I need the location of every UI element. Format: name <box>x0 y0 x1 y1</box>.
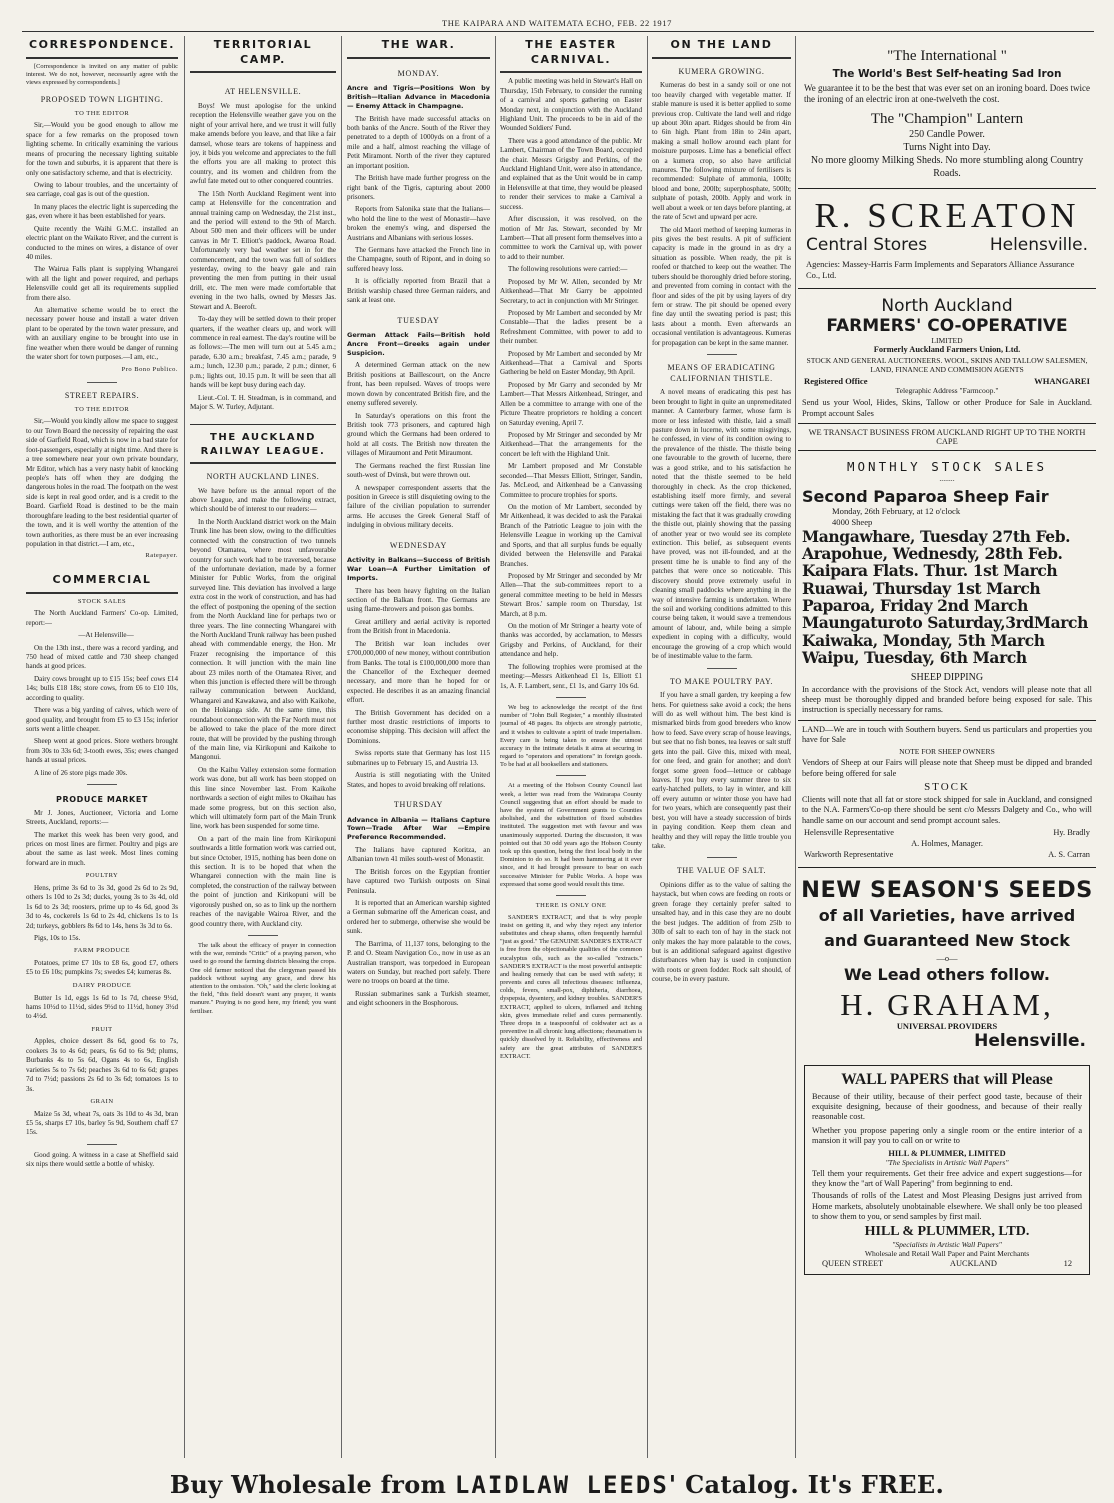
ad-line: 250 Candle Power. <box>909 128 985 140</box>
column-rule <box>184 36 185 1458</box>
divider <box>556 895 586 896</box>
paragraph: Proposed by Mr Stringer and seconded by Mr Allen—That the sub-committees report to a general committee meeting to be held in Messrs Stewart Bros.' sample room on Thursday, 1st March, at 8 p.m. <box>500 571 642 618</box>
paragraph: Proposed by Mr Lambert and seconded by Mr Constable—That the ladies present be a Refreshment Committee, with power to add to their number. <box>500 308 642 346</box>
paragraph: Proposed by Mr Stringer and seconded by Mr Aitkenhead—That the arrangements for the concert be left with the Highland Unit. <box>500 431 642 458</box>
divider <box>707 668 737 669</box>
article-head: PROPOSED TOWN LIGHTING. <box>40 95 164 105</box>
sale-date: Waipu, Tuesday, 6th March <box>802 648 1027 668</box>
section-title: TERRITORIAL CAMP. <box>190 38 336 73</box>
ad-line: Telegraphic Address "Farmcoop." <box>895 386 999 396</box>
subhead: GRAIN <box>90 1097 114 1105</box>
column-rule <box>495 36 496 1458</box>
paragraph: Sheep went at good prices. Store wethers brought from 30s to 33s 6d; 3-tooth ewes, 35s; ewes changed hands at usual prices. <box>26 737 178 765</box>
divider <box>798 188 1096 189</box>
ad-row <box>804 828 1090 837</box>
section-title: THE EASTER CARNIVAL. <box>500 38 642 73</box>
ad-body: Because of their utility, because of their perfect good taste, because of their exquisite designing, because of their goodness, and because of their really reasonable cost. <box>812 1091 1082 1122</box>
ad-line: LIMITED <box>931 336 963 346</box>
divider <box>798 720 1096 721</box>
subhead: FARM PRODUCE <box>74 947 130 955</box>
ad-city: AUCKLAND <box>949 1259 997 1269</box>
top-rule <box>22 31 1094 32</box>
paragraph: Great artillery and aerial activity is reported from the British front in Macedonia. <box>347 617 490 636</box>
paragraph: On a part of the main line from Kirikopuni southwards a little formation work was carried out, but since October, 1915, nothing has been done on this section. It is to be hoped that when the Whangarei connection with the main line is completed, the construction of the railway between the point of junction and Kirikopuni will be vigorously pushed on, so as to link up the northern reaches of the navigable Wairoa River, and the good country there, with Auckland city. <box>190 834 336 928</box>
ad-body: LAND—We are in touch with Southern buyers. Send us particulars and properties you have for Sale <box>802 724 1092 744</box>
divider <box>798 450 1096 451</box>
paragraph: On the motion of Mr Lambert, seconded by Mr Aitkenhead, it was decided to ask the Parakai Branch of the Patriotic League to join with the Helensville League in working up the Carnival and Sports, and that all surplus funds be equally divided between the Helensville and Parakai Branches. <box>500 502 642 568</box>
paragraph: A public meeting was held in Stewart's Hall on Thursday, 15th February, to consider the running of a carnival and sports gathering on Easter Monday next, in conjunction with the Auckland Highland Unit. The proceeds to be in aid of the Wounded Soldiers' Fund. <box>500 77 642 133</box>
article-head: AT HELENSVILLE. <box>224 87 302 97</box>
paragraph: Apples, choice dessert 8s 6d, good 6s to 7s, cookers 3s to 4s 6d; pears, 6s 6d to 6s 9d; plums, Burbanks 4s to 5s 6d, Ogans 4s to 6s, English varieties 5s to 7s 6d; peaches 3s 6d to 6s 6d; grapes 7d to 7½d; passions 2s 6d to 3s 6d; tomatoes 1s to 3s. <box>26 1037 178 1093</box>
ad-body: Send us your Wool, Hides, Skins, Tallow or other Produce for Sale in Auckland. Prompt account Sales <box>802 398 1092 418</box>
article-head: THERE IS ONLY ONE <box>535 901 607 909</box>
paragraph: There was a good attendance of the public. Mr Lambert, Chairman of the Town Board, occupied the chair. Messrs Grigsby and Perkins, of the Auckland Highland Unit, were also in attendance, and explained that as the Unit would be in camp in Helensville at that time, they would be pleased to render their services to make a Carnival a success. <box>500 136 642 211</box>
ad-subtitle: The World's Best Self-heating Sad Iron <box>832 68 1062 80</box>
divider <box>248 935 278 936</box>
ad-body: Vendors of Sheep at our Fairs will please note that Sheep must be dipped and branded before being offered for sale <box>802 758 1092 778</box>
paragraph: Mr J. Jones, Auctioneer, Victoria and Lorne Streets, Auckland, reports:— <box>26 808 178 827</box>
paragraph: On the Kaihu Valley extension some formation work was done, but all work has been stopped on this line since November last. From Kaikohe northwards a section of eight miles to Okaihau has made some progress, but on this section also, which will ultimately form part of the Main Trunk line, work has been suspended for some time. <box>190 765 336 831</box>
paragraph: In the North Auckland district work on the Main Trunk line has been slow, owing to the difficulties connected with the construction of two tunnels beyond Otamatea, where most unfavourable country for such work had to be traversed, because of the unfortunate deviation, made by a former Minister for Public Works, from the original surveyed line. This deviation has involved a large extra cost in the work of construction, and has had the effect of postponing the opening of the section from the North Auckland line for perhaps two or three years. The line connecting Whangarei with the North Auckland Trunk railway has been pushed ahead with commendable energy, the Hon. Mr Frazer recognising the importance of this connection. It will junction with the main line about 23 miles north of the Otamatea River, and when this junction is effected there will be through railway communication between Auckland, Whangarei and Kawakawa, and also with Kaikohe, on the Hokianga side. At the same time, this roundabout connection with the Far North must not be allowed to take the place of the more direct route, that will be provided by the pushing through of the main line, via Kirikopuni and Kaikohe to Mangonui. <box>190 517 336 762</box>
ad-office: Registered Office <box>804 376 868 387</box>
paragraph: An alternative scheme would be to erect the necessary power house and install a water driven plant to be operated by the town water pressure, and with an auxiliary engine to be brought into use in fine weather when there would be danger of running the water short for town purposes.—I am, etc., <box>26 306 178 362</box>
section-title: THE WAR. <box>347 38 490 59</box>
paragraph: There was a big yarding of calves, which were of good quality, and brought from £5 to £3 15s; inferior sorts went a little cheaper. <box>26 706 178 733</box>
day-head: WEDNESDAY <box>389 540 448 550</box>
ad-line: A. Holmes, Manager. <box>911 839 983 849</box>
paragraph: Pigs, 10s to 15s. <box>34 933 81 942</box>
paragraph: Quite recently the Waihi G.M.C. installed an electric plant on the Waikato River, and the current is conducted to the mines on wires, a distance of over 40 miles. <box>26 224 178 261</box>
paragraph: It is officially reported from Brazil that a British warship chased three German raiders, and sank at least one. <box>347 277 490 305</box>
paragraph: The British forces on the Egyptian frontier have captured two Turkish outposts on Sinai Peninsula. <box>347 867 490 895</box>
section-title: ON THE LAND <box>652 38 791 59</box>
day-head: MONDAY. <box>397 68 440 78</box>
paragraph: The talk about the efficacy of prayer in connection with the war, reminds "Critic" of a praying parson, who used to go round the farming districts blessing the crops. One old farmer noticed that the clergyman passed his paddock without saying any grace, and drew his attention to the omission. "Oh," said the cleric looking at the field, "this field doesn't want any prayer, it wants manure." Praying is no good here, my friend; you want fertiliser. <box>190 942 336 1015</box>
paragraph: Reports from Salonika state that the Italians—who hold the line to the west of Monastir—have broken the enemy's wing, and dispersed the Austrians and Albanians with serious losses. <box>347 205 490 242</box>
ad-body: Tell them your requirements. Get their free advice and expert suggestions—for they know the "art of Wall Papering" from beginning to end. <box>812 1168 1082 1188</box>
ad-line: of all Varieties, have arrived <box>818 906 1076 926</box>
sale-date: Ruawai, Thursday 1st March <box>802 578 1041 598</box>
ad-title: NEW SEASON'S SEEDS <box>801 877 1093 904</box>
masthead: THE KAIPARA AND WAITEMATA ECHO, FEB. 22 1917 <box>442 18 672 28</box>
ad-title: "The International " <box>887 48 1007 64</box>
paragraph: The British war loan includes over £700,000,000 of new money, without contribution from Banks. The total is £100,000,000 more than the Chancellor of the Exchequer deemed necessary, and more than he hoped for or expected. He describes it as an amazing financial effort. <box>347 639 490 705</box>
paragraph: The Italians have captured Koritza, an Albanian town 41 miles south-west of Monastir. <box>347 845 490 864</box>
sale-date: Paparoa, Friday 2nd March <box>802 596 1028 616</box>
paragraph: The North Auckland Farmers' Co-op. Limited, report:— <box>26 609 178 627</box>
ad-line: UNIVERSAL PROVIDERS <box>896 1021 998 1031</box>
ad-body: Whether you propose papering only a single room or the entire interior of a mansion it will pay you to call on or write to <box>812 1125 1082 1146</box>
divider <box>798 867 1096 868</box>
section-title: THE AUCKLAND RAILWAY LEAGUE. <box>190 424 336 464</box>
ad-row <box>804 850 1090 859</box>
paragraph: The Germans reached the first Russian line south-west of Dvinsk, but were thrown out. <box>347 461 490 480</box>
article-head: PRODUCE MARKET <box>56 795 148 805</box>
paragraph: A newspaper correspondent asserts that the position in Greece is still disquieting owing to the failure of the civilian population to surrender arms. He accuses the Greek General Staff of indulging in obvious military deceits. <box>347 483 490 530</box>
paragraph: A line of 26 store pigs made 30s. <box>34 768 128 777</box>
article-head: STREET REPAIRS. <box>64 391 140 401</box>
column-territorial <box>190 36 336 1456</box>
divider <box>87 1144 117 1145</box>
paragraph: The British Government has decided on a further most drastic restrictions of imports to economise shipping. This decision will affect the Dominions. <box>347 708 490 745</box>
signoff: Ratepayer. <box>145 552 178 560</box>
paragraph: Austria is still negotiating with the United States, and hopes to avoid breaking off relations. <box>347 771 490 789</box>
ad-body: Agencies: Massey-Harris Farm Implements and Separators Alliance Assurance Co., Ltd. <box>806 259 1075 280</box>
ad-body: Clients will note that all fat or store stock shipped for sale in Auckland, and consigned to the N.A. Farmers'Co-op there should be sent c/o Messrs Dalgety and Co., who will handle same on our account and send prompt account sales. <box>802 795 1092 825</box>
paragraph: The old Maori method of keeping kumeras in pits gives the best results. A pit of sufficient capacity is made in the ground in as dry a situation as possible. When ready, the pit is roofed or thatched to keep out the weather. The tubers should be thoroughly dried before storing, and prevented from coming in contact with the floor and sides of the pit by using layers of dry fern or straw. The pit should be opened every fine day until the sweating period is past; this lasts about a month. Even afterwards an occasional ventilation is advantageous. Kumeras for propagation can be kept in the same manner. <box>652 225 791 347</box>
footer-brand: LAIDLAW LEEDS <box>454 1471 669 1499</box>
ad-title: The "Champion" Lantern <box>870 110 1024 127</box>
paragraph: Sir,—Would you be good enough to allow me space for a few remarks on the proposed town lighting scheme. In critically examining the various means of procuring the necessary lighting suitable for the town and suburbs, it is apparent that there is only one satisfactory scheme, and that is electricity. <box>26 121 178 177</box>
article-head: NORTH AUCKLAND LINES. <box>206 471 320 481</box>
paragraph: Hens, prime 3s 6d to 3s 3d, good 2s 6d to 2s 9d, others 1s 10d to 2s 3d; ducks, young 3s to 3s 4d, old 1s 6d to 2s 3d; roosters, prime up to 4s 6d, good 3s 3d to 4s, cockerels 1s 6d to 2s 4d, chickens 1s to 1s 2d; turkeys, gobblers 8s 6d to 14s, hens 3s 3d to 6s. <box>26 883 178 930</box>
dek: Activity in Balkans—Success of British War Loan—A Further Limitation of Imports. <box>347 556 490 582</box>
footer-text: Buy Wholesale from <box>169 1470 455 1499</box>
paragraph: After discussion, it was resolved, on the motion of Mr Jas. Stewart, seconded by Mr Lambert—That all present form themselves into a committee to work the Carnival up, with power to add to their number. <box>500 215 642 261</box>
ad-firm: HILL & PLUMMER, LTD. <box>864 1224 1030 1240</box>
ad-line: Wholesale and Retail Wall Paper and Paint Merchants <box>864 1249 1030 1259</box>
day-head: THURSDAY <box>393 800 444 810</box>
column-land <box>652 36 791 1456</box>
paragraph: It is reported that an American warship sighted a German submarine off the American coast, and ordered her to submerge, otherwise she would be sunk. <box>347 899 490 936</box>
paragraph: Kumeras do best in a sandy soil or one not too heavily charged with vegetable matter. If stable manure is used it is better applied to some previous crop. Cultivate the land well and ridge up about 30in apart. Ridges should be from 4in to 6in high. Plant from 18in to 24in apart, making a small hollow around each plant for moisture purposes. Lime has a beneficial effect on a kumera crop, so also have artificial manures. The following mixture of fertilisers is recommended: Sulphate of ammonia, 100lb; blood and bone, 200lb; superphosphate, 500lb; sulphate of potash, 200lb. Apply and work in well about a week or ten days before planting, at the rate of 5cwt and upward per acre. <box>652 81 791 222</box>
column-rule <box>341 36 342 1458</box>
ad-subhead: STOCK <box>924 781 970 794</box>
rep-role: Helensville Representative <box>804 828 894 838</box>
ad-name: H. GRAHAM, <box>840 986 1054 1022</box>
ad-street: QUEEN STREET <box>822 1259 884 1269</box>
ad-body: In accordance with the provisions of the Stock Act, vendors will please note that all sheep must be thoroughly dipped and branded before being exposed for sale. This instruction is specially necessary for rams. <box>802 684 1092 715</box>
paragraph: Boys! We must apologise for the unkind reception the Helensville weather gave you on the night of your arrival here, and we trust it will fully make amends before you leave, and that like a fair damsel, whose tears are tokens of happiness and joy, it bids you welcome and appreciates to the full the efforts you are all making to protect this country, and its women and children from the awful fate meted out to other conquered countries. <box>190 101 336 186</box>
paragraph: Mr Lambert proposed and Mr Constable seconded—That Messrs Elliott, Stringer, Sandin, Jas. McLeod, and Aitkenhead be a Canvassing Committee to procure trophies for sports. <box>500 462 642 499</box>
article-head: TO MAKE POULTRY PAY. <box>670 676 773 686</box>
divider <box>87 784 117 785</box>
paragraph: A novel means of eradicating this pest has been brought to light in quite an unpremeditated manner. A Canterbury farmer, whose farm is more or less infested with thistle, laid a small pasture down in lucerne, with some misgivings, he confessed, in view of its condition owing to the prevalence of the thistle. The thistle being one favourable to the growth of lucerne, there was a good strike, and to his satisfaction he noted that the thistle seemed to be held thoroughly in check. As the crop thickened, establishing itself more firmly, and several cuttings were taken off the field, there was no mistaking the fact that it was gradually crowding the thistle out, plainly showing that the passing of another year or two would see its complete extinction. This belief, as subsequent events have proved, was not ill-founded, and at the present time he is unable to find any of the patches that were once so noticeable. This discovery should prove extremely useful in cleaning small paddocks where anything in the way of intensive farming is undertaken. Where the soil and working conditions admitted to this course being taken, it would save a tremendous amount of labour, and, while being a simple expedient in coping with a difficulty, would encourage the growing of a crop which would be of inestimable value to the farm. <box>652 388 791 661</box>
ad-line: Formerly Auckland Farmers Union, Ltd. <box>873 345 1021 355</box>
ads-column <box>798 36 1096 1458</box>
ad-line: Turns Night into Day. <box>903 141 991 153</box>
paragraph: Opinions differ as to the value of salting the haystack, but when cows are feeding on roots or green forage they certainly prefer salted to unsalted hay, and in this case they are no doubt the best judges. The addition of from 25lb to 30lb of salt to each ton of hay in the stack not only makes the hay more palatable to the cows, but is an additional safeguard against digestive disturbances when hay is used in conjunction with roots or green fodder. Rock salt should, of course, be in every pasture. <box>652 880 791 984</box>
sale-fair: Second Paparoa Sheep Fair <box>802 487 1049 507</box>
ad-line: No more gloomy Milking Sheds. No more stumbling along Country Roads. <box>810 154 1084 179</box>
ad-row <box>806 235 1088 255</box>
to-editor: TO THE EDITOR <box>74 405 130 413</box>
ad-line: "The Specialists in Artistic Wall Papers" <box>885 1157 1009 1167</box>
paragraph: The British have made successful attacks on both banks of the Ancre. South of the River they penetrated to a depth of 1000yds on a front of a mile and a half, almost reaching the village of Petit Miramont. North of the river they captured an important position. <box>347 114 490 170</box>
ad-title: MONTHLY STOCK SALES <box>847 459 1047 475</box>
ad-graham <box>798 876 1096 1051</box>
ad-title: North Auckland <box>881 296 1013 317</box>
paragraph: The following resolutions were carried:— <box>508 265 628 274</box>
paragraph: At a meeting of the Hobson County Council last week, a letter was read from the Wairarapa County Council suggesting that an effort should be made to have the system of Government grants to Counties abolished, and the substitution of fixed subsidies instituted. The suggestion met with favour and was unanimously supported. During the discussion, it was pointed out that 30 odd years ago the Hobson County took up this question, being the first local body in the Dominion to do so. It had been hammering at it ever since, and it had brought pressure to bear on each successive Minister for Public Works. A hope was expressed that some good would result this time. <box>500 782 642 888</box>
article-head: KUMERA GROWING. <box>678 66 765 76</box>
section-title: COMMERCIAL <box>26 573 178 594</box>
ad-line: "Specialists in Artistic Wall Papers" <box>892 1240 1002 1250</box>
signoff: Pro Bono Publico. <box>121 365 178 373</box>
dek: Advance in Albania — Italians Capture Town—Trade After War —Empire Preference Recommended. <box>347 815 490 842</box>
column-carnival <box>500 36 642 1456</box>
ad-subhead: SHEEP DIPPING <box>910 671 984 683</box>
paragraph: Owing to labour troubles, and the uncertainty of sea carriage, coal gas is out of the question. <box>26 180 178 199</box>
paragraph: Good going. A witness in a case at Sheffield said six nips there would settle a bottle of whisky. <box>26 1150 178 1169</box>
divider <box>707 354 737 355</box>
paragraph: Swiss reports state that Germany has lost 115 submarines up to February 15, and Austria 13. <box>347 749 490 767</box>
ad-town: Helensville. <box>974 1030 1086 1051</box>
paragraph: On the 13th inst., there was a record yarding, and 750 head of mixed cattle and 730 sheep changed hands at good prices. <box>26 643 178 671</box>
paragraph: Potatoes, prime £7 10s to £8 6s, good £7, others £5 to £6 10s; pumpkins 7s; swedes £4; kumeras 8s. <box>26 959 178 977</box>
paragraph: In many places the electric light is superceding the gas, even where it has been established for years. <box>26 202 178 221</box>
sale-date: Kaiwaka, Monday, 5th March <box>802 630 1045 650</box>
section-title: CORRESPONDENCE. <box>26 38 178 59</box>
paragraph: —At Helensville— <box>78 631 134 640</box>
day-head: TUESDAY <box>397 315 440 325</box>
article-head: THE VALUE OF SALT. <box>676 866 767 876</box>
ad-wallpaper <box>804 1065 1090 1276</box>
divider <box>798 423 1096 424</box>
sale-date: Kaipara Flats. Thur. 1st March <box>802 561 1058 581</box>
column-war <box>347 36 490 1456</box>
column-correspondence <box>26 36 178 1456</box>
ad-screaton <box>798 197 1096 281</box>
dek: German Attack Fails—British hold Ancre Front—Greeks again under Suspicion. <box>347 331 490 357</box>
paragraph: The market this week has been very good, and prices on most lines are firmer. Poultry and pigs are about the same as last week. Most lines coming forward are in much. <box>26 830 178 867</box>
ad-line: Monday, 26th February, at 12 o'clock <box>832 506 961 517</box>
ad-row <box>804 376 1090 386</box>
paragraph: The Wairua Falls plant is supplying Whangarei with all the light and power required, and perhaps Helensville could get all its requirements supplied from there also. <box>26 265 178 302</box>
footer-advert <box>0 1470 1114 1499</box>
ad-name: R. SCREATON <box>814 195 1080 235</box>
rep-name: A. S. Carran <box>1048 850 1090 860</box>
ad-town: Helensville. <box>989 235 1088 256</box>
paragraph: We beg to acknowledge the receipt of the first number of "John Bull Register," a monthly illustrated journal of 48 pages. Its objects are strongly patriotic, and it wishes to cultivate a spirit of trade imperialism. Every care is being taken to ensure the utmost accuracy in the intimate details it aims at securing in regard to "operators and operations" in foreign goods. To be had at all booksellers and stationers. <box>500 703 642 769</box>
ad-body: Thousands of rolls of the Latest and Most Pleasing Designs just arrived from Home markets, absolutely unobtainable elsewhere. We shall only be too pleased to show them to you, or send samples by first mail. <box>812 1191 1082 1221</box>
divider <box>556 697 586 698</box>
ad-line: WE TRANSACT BUSINESS FROM AUCKLAND RIGHT UP TO THE NORTH CAPE <box>808 428 1086 447</box>
paragraph: Sir,—Would you kindly allow me space to suggest to our Town Board the necessity of repairing the east side of Garfield Road, which is now in a bad state for foot-passengers, especially at night time. And there is a tree somewhere near your own private boundary, Mr Editor, which has a very nasty habit of knocking people's hats off when they are dodging the dangerous holes in the road. The footpath on the west side is kept in real good order, and is a credit to the Board. Garfield Road is destined to be the main thoroughfare leading to the best residential quarter of the town, and it is well worthy the attention of the town authorities, as there must be an ever increasing population in that district.—I am, etc., <box>26 417 178 548</box>
ad-title: FARMERS' CO-OPERATIVE <box>826 315 1068 336</box>
rep-role: Warkworth Representative <box>804 850 894 860</box>
ad-sep: —o— <box>936 953 958 963</box>
column-rule <box>795 36 796 1458</box>
paragraph: Proposed by Mr Lambert and seconded by Mr Aitkenhead—That a Carnival and Sports Gathering be held on Easter Monday, 9th April. <box>500 349 642 377</box>
paragraph: A determined German attack on the new British positions at Baillescourt, on the Ancre front, has been repulsed. Waves of troops were mown down by concentrated British fire, and the enemy suffered severely. <box>347 361 490 408</box>
paragraph: We have before us the annual report of the above League, and make the following extract, which should be of interest to our readers:— <box>190 486 336 514</box>
paragraph: SANDER'S EXTRACT, and that is why people insist on getting it, and why they reject any inferior substitutes and cheap shams, often frequently harmful "just as good." The GENUINE SANDER'S EXTRACT is free from the objectionable qualities of the common eucalyptus oils, such as the so-called "extracts." SANDER'S EXTRACT is the most powerful antiseptic and healing remedy that can be used with safety; it prevents and cures all infectious diseases: influenza, colds, fevers, small-pox, diphtheria, diarrhoea, dyspepsia, dysentery, and kidney troubles. SANDER'S EXTRACT, applied to ulcers, inflamed and itching skin, gives immediate relief and cures permanently. Three drops in a teaspoonful of coldwater act as a preventive in all chronic lung affections; rheumatism is quickly dissolved by it. Reliability, effectiveness and safety are the great attributes of SANDER'S EXTRACT. <box>500 913 642 1060</box>
ad-row <box>822 1259 1072 1268</box>
paragraph: Maize 5s 3d, wheat 7s, oats 3s 10d to 4s 3d, bran £5 5s, sharps £7 10s, barley 5s 9d, Southern chaff £7 15s. <box>26 1109 178 1137</box>
ad-line: 4000 Sheep <box>832 516 873 527</box>
paragraph: Butter 1s 1d, eggs 1s 6d to 1s 7d, cheese 9½d, hams 10½d to 11½d, sides 9½d to 11½d, honey 3½d to 4½d. <box>26 993 178 1021</box>
paragraph: Dairy cows brought up to £15 15s; beef cows £14 14s; bulls £18 18s; store cows, from £6 to £10 10s, according to quality. <box>26 674 178 702</box>
ad-town: WHANGAREI <box>1034 376 1090 387</box>
paragraph: Proposed by Mr Garry and seconded by Mr Lambert—That Messrs Aitkenhead, Stringer, and Allen be a committee to arrange with one of the Picture Theatre proprietors re holding a concert on Saturday evening, April 7. <box>500 380 642 427</box>
ad-line: STOCK AND GENERAL AUCTIONEERS. WOOL, SKINS AND TALLOW SALESMEN, LAND, FINANCE AND COMMISION AGENTS <box>806 356 1088 375</box>
ad-body: We guarantee it to be the best that was ever set on an ironing board. Does twice the ironing of an electric iron at one-twelveth the cost. <box>804 83 1090 104</box>
ad-firm: HILL & PLUMMER, LIMITED <box>888 1148 1006 1158</box>
paragraph: The Barrima, of 11,137 tons, belonging to the P. and O. Steam Navigation Co., now in use as an Australian transport, was torpedoed in European waters on Sunday, but reached port safely. There were no troops on board at the time. <box>347 939 490 986</box>
subhead: FRUIT <box>91 1025 113 1033</box>
paragraph: There has been heavy fighting on the Italian section of the Balkan front. The Germans are using flame-throwers and poison gas bombs. <box>347 586 490 614</box>
ad-farmers-coop <box>798 297 1096 859</box>
sale-date: Arapohue, Wednesdy, 28th Feb. <box>802 543 1063 563</box>
editor-note: [Correspondence is invited on any matter of public interest. We do not, however, necessarily agree with the views expressed by correspondents.] <box>26 62 178 86</box>
paragraph: Russian submarines sank a Turkish steamer, and eight schooners in the Bosphorous. <box>347 989 490 1008</box>
paragraph: If you have a small garden, try keeping a few hens. For quietness sake avoid a cock; the hens will do as well without him. The best kind is mismarked birds from good breeders who know how to feed. Save every scrap of house leavings, but see that no fish bones, tea leaves or salt stuff gets into the pail. Give this, mixed with meal, for one feed, and grain for another; and don't forget some green food—lettuce or cabbage leaves. If you buy every summer three to six early-hatched pullets, to lay in winter, and kill off every autumn or winter those you have had for two years, which are consequently past their best, you will have a steady succession of birds in paying condition. Keep them clean and healthy and they will repay the little trouble you take. <box>652 691 791 850</box>
ad-title: WALL PAPERS that will Please <box>841 1070 1053 1088</box>
divider <box>556 775 586 776</box>
article-head: STOCK SALES <box>77 597 127 605</box>
paragraph: The Germans have attacked the French line in the Champagne, south of Ripont, and in doing so suffered heavy loss. <box>347 246 490 273</box>
column-rule <box>647 36 648 1458</box>
footer-text: ' Catalog. It's FREE. <box>668 1470 945 1499</box>
to-editor: TO THE EDITOR <box>74 109 130 117</box>
ad-line: ........ <box>939 474 955 484</box>
divider <box>798 288 1096 289</box>
ad-international <box>798 48 1096 180</box>
sale-date: Maungaturoto Saturday,3rdMarch <box>802 613 1088 633</box>
subhead: DAIRY PRODUCE <box>72 981 132 989</box>
sale-date: Mangawhare, Tuesday 27th Feb. <box>802 526 1071 546</box>
paragraph: In Saturday's operations on this front the British took 773 prisoners, and captured high ground which the Germans had been ordered to hold at all costs. The British now threaten the villages of Miraumont and Petit Miraumont. <box>347 411 490 458</box>
paragraph: Lieut.-Col. T. H. Steadman, is in command, and Major S. W. Turley, Adjutant. <box>190 393 336 411</box>
dek: Ancre and Tigris—Positions Won by British—Italian Advance in Macedonia — Enemy Attack in Champagne. <box>347 84 490 110</box>
divider <box>87 382 117 383</box>
paragraph: On the motion of Mr Stringer a hearty vote of thanks was accorded, by acclamation, to Messrs Grigsby and Perkins, of Auckland, for their attendance and help. <box>500 622 642 659</box>
divider <box>707 857 737 858</box>
article-head: MEANS OF ERADICATING CALIFORNIAN THISTLE. <box>667 363 776 383</box>
paragraph: The 15th North Auckland Regiment went into camp at Helensville for the concentration and annual training camp on Wednesday, the 21st inst., and the period will extend to the 9th of March. About 500 men and their officers will be under canvas in Mr T. Elliott's paddock, Awaroa Road. Unfortunately very bad weather set in for the commencement, and the town was full of soldiers yesterday, owing to the heavy gale and rain preventing the men from putting in their usual drill, etc. The men were made comfortable that evening in the two halls, owned by Messrs Jas. Stewart and A. Beeroft. <box>190 189 336 311</box>
paragraph: To-day they will be settled down to their proper quarters, if the weather clears up, and work will commence in real earnest. The day's routine will be as follows:—The men will turn out at 5.45 a.m.; parade, 6.30 a.m.; breakfast, 7.45 a.m.; parade, 9 a.m.; lunch, 12.30 p.m.; parade, 2 p.m.; dinner, 6 p.m.; lights out, 10.15 p.m. It will be seen that all hands will be kept busy during each day. <box>190 315 336 390</box>
rep-name: Hy. Bradly <box>1053 828 1090 838</box>
paragraph: The British have made further progress on the right bank of the Tigris, capturing about 2000 prisoners. <box>347 174 490 201</box>
paragraph: The following trophies were promised at the meeting:—Messrs Aitkenhead £1 1s, Elliott £1 1s, A. F. Lambert, senr., £1 1s, and Garry 10s 6d. <box>500 662 642 690</box>
ad-subhead: NOTE FOR SHEEP OWNERS <box>899 747 995 757</box>
ad-store: Central Stores <box>806 235 928 256</box>
paragraph: Proposed by Mr W. Allen, seconded by Mr Aitkenhead—That Mr Garry be appointed Secretary, to act in conjunction with Mr Stringer. <box>500 277 642 305</box>
ad-line: We Lead others follow. <box>844 964 1050 984</box>
subhead: POULTRY <box>85 872 119 880</box>
ad-line: and Guaranteed New Stock <box>824 931 1070 951</box>
page-number: 12 <box>1063 1259 1072 1269</box>
